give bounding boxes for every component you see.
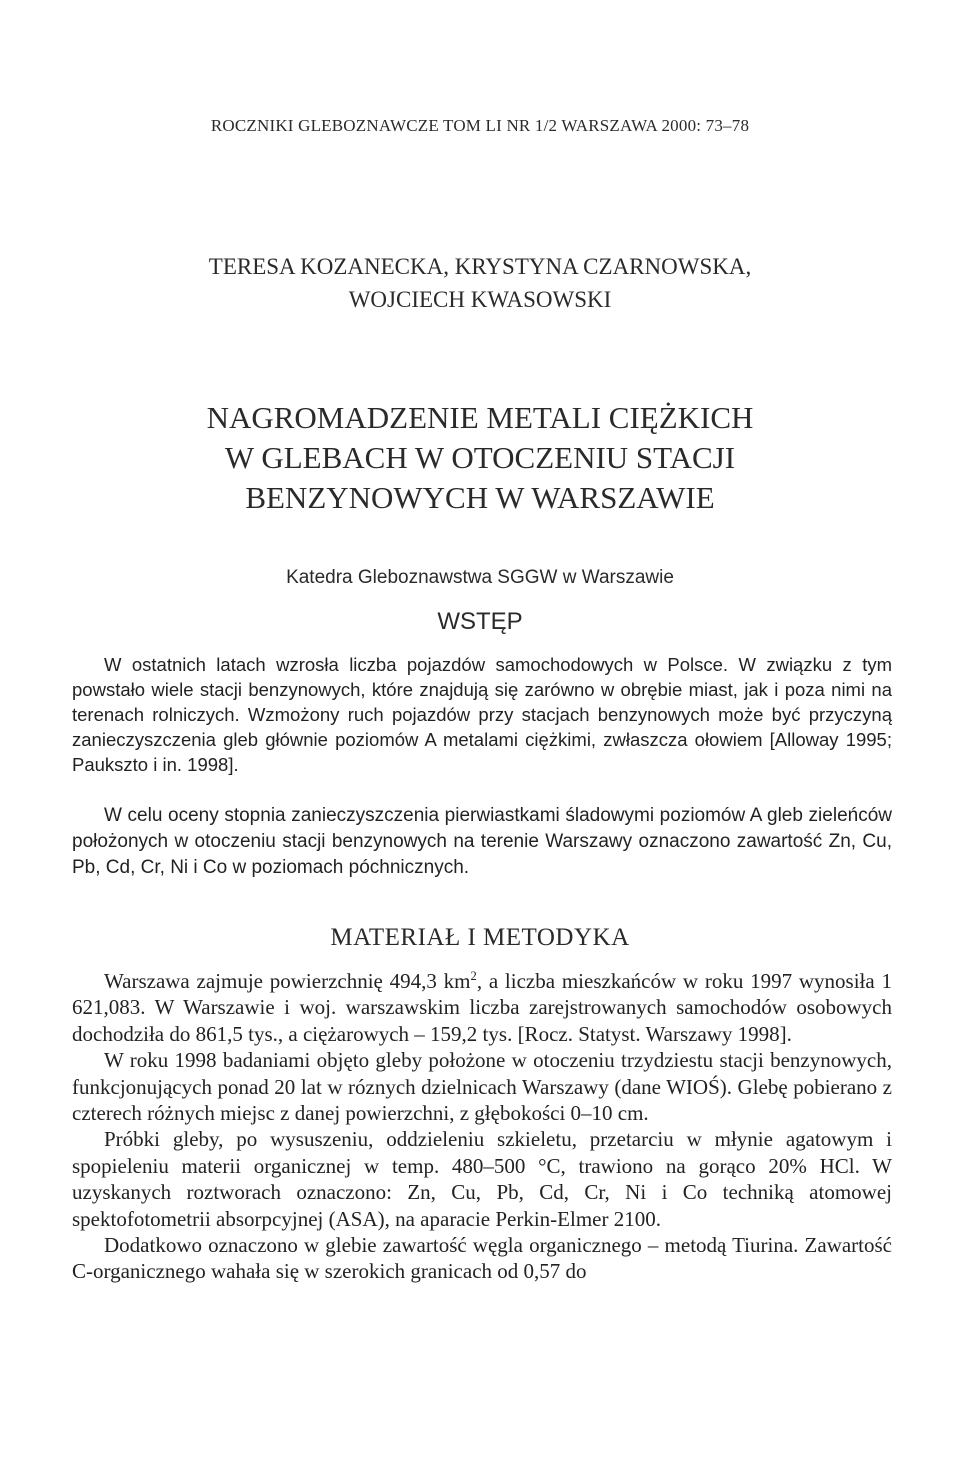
author-list (0, 250, 960, 316)
superscript-2: 2 (470, 969, 477, 983)
intro-paragraph-2: W celu oceny stopnia zanieczyszczenia pierwiastkami śladowymi poziomów A gleb zieleńców położonych w otoczeniu stacji benzynowych na terenie Warszawy oznaczono zawartość Zn, Cu, Pb, Cd, Cr, Ni i Co w poziomach póchnicznych. (72, 805, 892, 878)
section-heading-methods: MATERIAŁ I METODYKA (330, 924, 630, 951)
methods-paragraph-2: W roku 1998 badaniami objęto gleby położone w otoczeniu trzydziestu stacji benzynowych, funkcjonujących ponad 20 lat w róznych dzielnicach Warszawy (dane WIOŚ). Glebę pobierano z czterech różnych miejsc z danej powierzchni, z głębokości 0–10 cm. (72, 1048, 892, 1126)
methods-paragraph-1 (72, 968, 892, 1047)
methods-paragraph-1-start: Warszawa zajmuje powierzchnię 494,3 km (104, 969, 471, 993)
methods-body (72, 968, 892, 1285)
affiliation: Katedra Gleboznawstwa SGGW w Warszawie (286, 567, 674, 588)
introduction-body (72, 652, 892, 777)
title-line-3: BENZYNOWYCH W WARSZAWIE (245, 480, 715, 515)
title-line-2: W GLEBACH W OTOCZENIU STACJI (224, 440, 736, 475)
author-line-1: TERESA KOZANECKA, KRYSTYNA CZARNOWSKA, (208, 254, 752, 279)
journal-header: ROCZNIKI GLEBOZNAWCZE TOM LI NR 1/2 WARSZAWA 2000: 73–78 (210, 116, 750, 135)
methods-paragraph-3: Próbki gleby, po wysuszeniu, oddzieleniu szkieletu, przetarciu w młynie agatowym i spopieleniu materii organicznej w temp. 480–500 °C, trawiono na gorąco 20% HCl. W uzyskanych roztworach oznaczono: Zn, Cu, Pb, Cd, Cr, Ni i Co techniką atomowej spektofotometrii absorpcyjnej (ASA), na aparacie Perkin-Elmer 2100. (72, 1127, 892, 1231)
title-line-1: NAGROMADZENIE METALI CIĘŻKICH (206, 400, 754, 435)
introduction-body-2 (72, 803, 892, 881)
section-heading-introduction: WSTĘP (437, 608, 523, 635)
methods-paragraph-1-end: , a liczba mieszkańców w roku 1997 wynosiła 1 621,083. W Warszawie i woj. warszawskim liczba zarejstrowanych samochodów osobowych dochodziła do 861,5 tys., a ciężarowych – 159,2 tys. [Rocz. Statyst. Warszawy 1998]. (72, 969, 892, 1046)
intro-paragraph-1: W ostatnich latach wzrosła liczba pojazdów samochodowych w Polsce. W związku z tym powstało wiele stacji benzynowych, które znajdują się zarówno w obrębie miast, jak i poza nimi na terenach rolniczych. Wzmożony ruch pojazdów przy stacjach benzynowych może być przyczyną zanieczyszczenia gleb głównie poziomów A metalami ciężkimi, zwłaszcza ołowiem [Alloway 1995; Paukszto i in. 1998]. (72, 654, 892, 775)
methods-paragraph-4: Dodatkowo oznaczono w glebie zawartość węgla organicznego – metodą Tiurina. Zawartość C-organicznego wahała się w szerokich granicach od 0,57 do (72, 1233, 892, 1284)
article-title (0, 398, 960, 518)
author-line-2: WOJCIECH KWASOWSKI (348, 287, 612, 312)
